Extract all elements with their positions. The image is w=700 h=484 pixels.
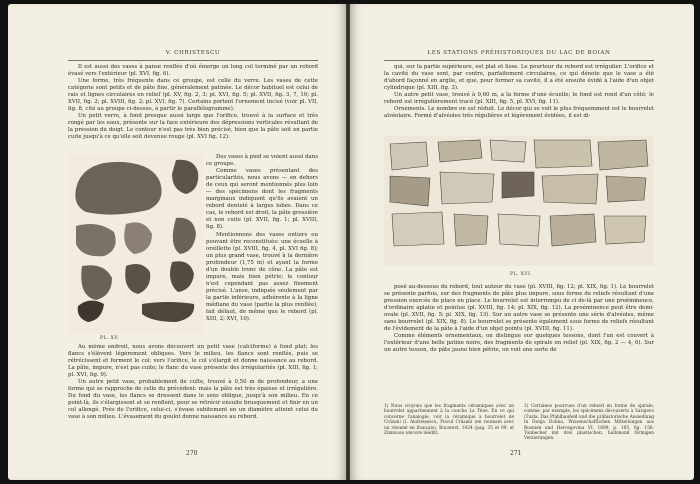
- footnote-1: 1) Nous croyons que les fragments céramiques avec un bourrelet appartiennent à la couche La Tène. En ce qui concerne l'analogie, voir la céramique à bourrelet de Crăsani (I. Andrieșescu, Piscul Crăsani (en roumain avec un résumé en français), Bucarest, 1924 (pag. 35 et 99, et Zimnicea (encore inédit).: [384, 404, 514, 437]
- sherd-r3-1: [392, 212, 444, 246]
- plate-xvi-illustration: [384, 136, 654, 266]
- sherd-r1-1: [390, 142, 428, 170]
- left-head-rule: [68, 60, 318, 61]
- sherd-large-top: [75, 162, 161, 215]
- right-head-rule: [384, 60, 654, 61]
- sherd-r1-5: [598, 140, 648, 170]
- sherd-r2-4: [542, 174, 598, 204]
- left-page: [8, 4, 346, 480]
- sherd-r2-1: [390, 176, 430, 206]
- paragraph: Ornements. Le nombre en est réduit. Le décor qui se voit le plus fréquemment est le bourrelet alvéolaire. Formé d'alvéoles très régulières et légèrement évidées, il est di-: [384, 106, 654, 120]
- plate-xvi-caption: PL. XVI.: [510, 272, 533, 277]
- sherd-r3-3: [498, 214, 540, 246]
- row-3-sherds: [392, 212, 646, 246]
- paragraph: qui, sur la partie supérieure, est plat et lisse. Le pourtour du rebord est irrégulier. L'orifice et la cavité du vase sont, par contre, parfaitement circulaires, ce qui dénote que le vase a été d'abord façonné en argile, et que, pour former sa cavité, il a été ensuite évidé à l'aide d'un objet cylindrique (pl. XIII, fig. 3).: [384, 64, 654, 92]
- sherd-r3-4: [550, 214, 596, 246]
- paragraph: Mentionnons des vases entiers ou pouvant être reconstitués: une écuelle à oreillette (pl. XVIII, fig. 4, pl. XVI fig. 8); un plus grand vase, trouvé à la dernière profondeur (1,75 m) et ayant la forme d'un double tronc de cône. La pâte est impure, mais bien pétrie; le contour n'est cependant pas assez finement précisé. L'anse, indiquée seulement par la partie inférieure, adhérente à la ligne médiane du vase (partie la plus renflée), fait défaut, de même que le rebord (pl. XIII, 2; XVI, 10).: [206, 231, 318, 323]
- sherd-r2-2: [440, 172, 494, 204]
- right-page-number: 271: [510, 450, 522, 457]
- paragraph: Un autre petit vase, probablement de culte, trouvé à 0,50 m de profondeur, a une forme qui se rapproche de celle du précédent: mais la pâte est très épaisse et irrégulière. Du fond du vase, les flancs se dressent dans le sens oblique, jusqu'à son milieu. En ce point-là, ils s'élargissent et se renflent, pour se rétrécir ensuite brusquement et finir en un col allongé. Près de l'orifice, celui-ci, s'évase subitement en un diamètre atteint celui du vase à son milieu. L'évasement du goulot donne naissance au rebord.: [68, 379, 318, 421]
- paragraph: Comme vases présentant des particularités, nous avons — en dehors de ceux qui seront mentionnés plus loin — des spécimens dont les fragments marginaux indiquent qu'ils avaient un rebord dentelé à larges lobes. Dans ce cas, le rebord est droit, la pâte grossière et non cuite (pl. XVII, fig. 1; pl. XVIII, fig. 8).: [206, 168, 318, 231]
- right-page: [350, 4, 694, 480]
- paragraph: Il est aussi des vases à panse renflée d'où émerge un long col terminé par un rebord évasé vers l'extérieur (pl. XVI, fig. 6).: [68, 64, 318, 78]
- sherd-r1-2: [438, 140, 482, 162]
- left-text-top: [68, 64, 318, 142]
- sherd-r2-5: [606, 176, 646, 202]
- paragraph: Au même endroit, nous avons découvert un petit vase (calciforme) à fond plat; les flancs s'élèvent légèrement obliques. Vers le milieu, les flancs sont renflés, puis se rétrécissent et forment le col; vers l'orifice, le col s'élargit et donne naissance au rebord. La pâte, impure, n'est pas cuite; le flanc du vase présente des irrégularités (pl. XIII, fig. 1; pl. XVI, fig. 9).: [68, 344, 318, 379]
- footnote-2: 2) Certaines pourvues d'un rebord en forme de spirale, comme, par exemple, les spécimens découverts à Sarajevo (Tuzla. Das Pfahlbaufeld und die prähistorische Ansiedlung in Donja Dolina, Wissenschaftlichen Mitteilungen aus Bosnien und Hercegovina VI, 1899, p. 105, fig. 156: Tonbecher mit drei plastischen, halbmond förmigen Verzierungen.: [524, 404, 654, 442]
- left-running-head: V. CHRISTESCU: [165, 50, 221, 56]
- left-text-side-column: [206, 154, 318, 323]
- right-text-top: [384, 64, 654, 120]
- left-page-number: 270: [186, 450, 198, 457]
- paragraph: posé au-dessous du rebord, tout autour du vase (pl. XVIII, fig. 12; pl. XIX, fig. 1). Le bourrelet se présente parfois, sur des fragments de pâte plus impure, sous forme de reliefs résultant d'une pression exercée de place en place. Le bourrelet est interrompu de ci de-là par une proéminence, d'ordinaire aplatie et pointue (pl. XVIII, fig. 14; pl. XIX, fig. 12). La proéminence peut être demi-ovale (pl. XVII, fig. 5; pl. XIX, fig. 13). Sur un autre vase se présente une série d'alvéoles, même sans bourrelet (pl. XIX, fig. 8). Le bourrelet se présente également sous forme de reliefs résultant de l'évidement de la pâte à l'aide d'un objet pointu (pl. XVIII, fig. 11).: [384, 284, 654, 333]
- right-running-head: LES STATIONS PRÉHISTORIQUES DU LAC DE BOIAN: [427, 50, 611, 56]
- paragraph: Un autre petit vase, trouvé à 0,60 m, a la forme d'une écuelle; le fond est rond d'un côté; le rebord est irrégulièrement tracé (pl. XIII, fig. 5, pl. XVI, fig. 11).: [384, 92, 654, 106]
- paragraph: Comme éléments ornementaux, on distingue sur quelques tessons, dont l'un est couvert à l'extérieur d'une belle patine noire, des fragments de spirale en relief (pl. XIX, fig. 2 — 4, 6). Sur un autre tesson, de pâte jaune bien pétrie, on voit une sorte de: [384, 333, 654, 354]
- plate-xv-caption: PL. XV.: [100, 336, 120, 341]
- sherd-r1-4: [534, 140, 592, 168]
- paragraph: Une forme, très fréquente dans ce groupe, est celle du verre. Les vases de cette catégorie sont petits et de pâte fine, généralement patinée. Le décor habituel est celui de rais et lignes circulaires en relief (pl. XV, fig. 2, 3; pl. XVI, fig. 5; pl. XVII, fig. 3, 7, 10; pl. XVII, fig. 2; pl. XVIII, fig. 2; pl. XVI, fig. 7). Certains portent l'ornement incisé (voir pl. VII, fig. 8, cité au groupe ci-dessus, à partir le parallélogramme).: [68, 78, 318, 113]
- paragraph: Un petit verre, à fond presque aussi large que l'orifice, trouvé à la surface et très rongé par les eaux, présente sur la face extérieure des dépressions verticales résultant de la pression du doigt. Le contour n'est pas très bien précisé, bien que la pâte soit en partie cuite jusqu'à ce qu'elle soit devenue rouge (pl. XVI fig. 12).: [68, 113, 318, 141]
- right-text-bottom: [384, 284, 654, 354]
- sherd-r3-5: [604, 216, 646, 244]
- right-footnotes: [384, 404, 654, 454]
- left-text-bottom: [68, 344, 318, 444]
- sherd-r3-2: [454, 214, 488, 246]
- paragraph: Des vases à pied se voient aussi dans ce groupe.: [206, 154, 318, 168]
- sherd-r1-3: [490, 140, 526, 162]
- plate-xv-illustration: [68, 154, 203, 334]
- sherd-r2-3: [502, 172, 534, 198]
